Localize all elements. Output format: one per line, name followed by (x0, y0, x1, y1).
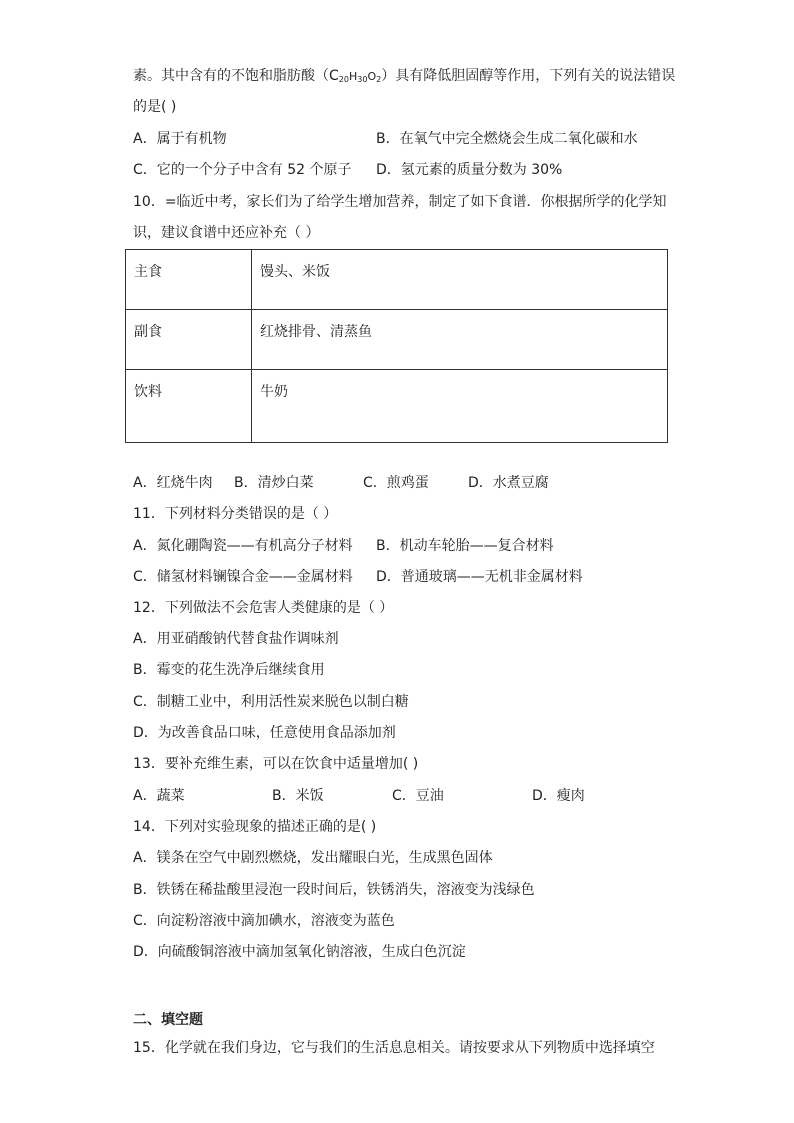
q9-option-d: D．氢元素的质量分数为 30% (376, 162, 563, 178)
q10-option-a: A．红烧牛肉 (133, 475, 213, 491)
q9-option-c: C．它的一个分子中含有 52 个原子 (133, 162, 352, 178)
q12-option-c: C．制糖工业中，利用活性炭来脱色以制白糖 (133, 694, 409, 710)
q12-option-d: D．为改善食品口味，任意使用食品添加剂 (133, 725, 396, 741)
table-row (126, 310, 668, 370)
q9-text-a: 素。其中含有的不饱和脂肪酸（C (133, 68, 339, 84)
q9-sub-h: 30 (357, 75, 368, 84)
table-cell-value: 牛奶 (252, 370, 668, 443)
q10-stem-line1: 10．=临近中考，家长们为了给学生增加营养，制定了如下食谱．你根据所学的化学知 (133, 194, 667, 210)
q14-option-c: C．向淀粉溶液中滴加碘水，溶液变为蓝色 (133, 913, 395, 929)
q11-stem: 11．下列材料分类错误的是（ ） (133, 506, 338, 522)
table-cell-key: 副食 (126, 310, 252, 370)
q12-option-b: B．霉变的花生洗净后继续食用 (133, 662, 325, 678)
q10-option-c: C．煎鸡蛋 (363, 475, 429, 491)
table-cell-key: 主食 (126, 250, 252, 310)
q13-option-b: B．米饭 (272, 788, 324, 804)
q13-option-c: C．豆油 (392, 788, 444, 804)
q11-option-c: C．储氢材料镧镍合金——金属材料 (133, 569, 353, 585)
q14-option-b: B．铁锈在稀盐酸里浸泡一段时间后，铁锈消失，溶液变为浅绿色 (133, 882, 535, 898)
table-cell-key: 饮料 (126, 370, 252, 443)
q13-stem: 13．要补充维生素，可以在饮食中适量增加( ) (133, 756, 419, 772)
q14-stem: 14．下列对实验现象的描述正确的是( ) (133, 819, 377, 835)
q9-formula-o: O (367, 70, 377, 83)
q14-option-a: A．镁条在空气中剧烈燃烧，发出耀眼白光，生成黑色固体 (133, 850, 493, 866)
q9-stem-line2: 的是( ) (133, 99, 177, 115)
q15-stem: 15．化学就在我们身边，它与我们的生活息息相关。请按要求从下列物质中选择填空 (133, 1040, 655, 1056)
q13-option-d: D．瘦肉 (532, 788, 585, 804)
q9-option-b: B．在氧气中完全燃烧会生成二氧化碳和水 (376, 131, 638, 147)
q10-option-d: D．水煮豆腐 (468, 475, 549, 491)
recipe-table (125, 249, 668, 443)
q11-option-d: D．普通玻璃——无机非金属材料 (376, 569, 583, 585)
q9-text-b: ）具有降低胆固醇等作用，下列有关的说法错误 (381, 68, 676, 84)
q13-option-a: A．蔬菜 (133, 788, 185, 804)
q12-stem: 12．下列做法不会危害人类健康的是（ ） (133, 600, 394, 616)
q10-option-b: B．清炒白菜 (234, 475, 314, 491)
q10-stem-line2: 识，建议食谱中还应补充（ ） (133, 225, 320, 241)
q9-option-a: A．属于有机物 (133, 131, 227, 147)
q9-sub-c: 20 (338, 75, 349, 84)
q9-stem-line1 (133, 66, 675, 90)
table-cell-value: 馒头、米饭 (252, 250, 668, 310)
q9-sub-o: 2 (376, 75, 382, 84)
q12-option-a: A．用亚硝酸钠代替食盐作调味剂 (133, 631, 339, 647)
q14-option-d: D．向硫酸铜溶液中滴加氢氧化钠溶液，生成白色沉淀 (133, 944, 466, 960)
table-row (126, 370, 668, 443)
q11-option-b: B．机动车轮胎——复合材料 (376, 538, 554, 554)
section-heading-fill-in: 二、填空题 (133, 1012, 203, 1028)
table-cell-value: 红烧排骨、清蒸鱼 (252, 310, 668, 370)
table-row (126, 250, 668, 310)
q9-formula-h-visible: H (348, 70, 358, 83)
q11-option-a: A．氮化硼陶瓷——有机高分子材料 (133, 538, 353, 554)
